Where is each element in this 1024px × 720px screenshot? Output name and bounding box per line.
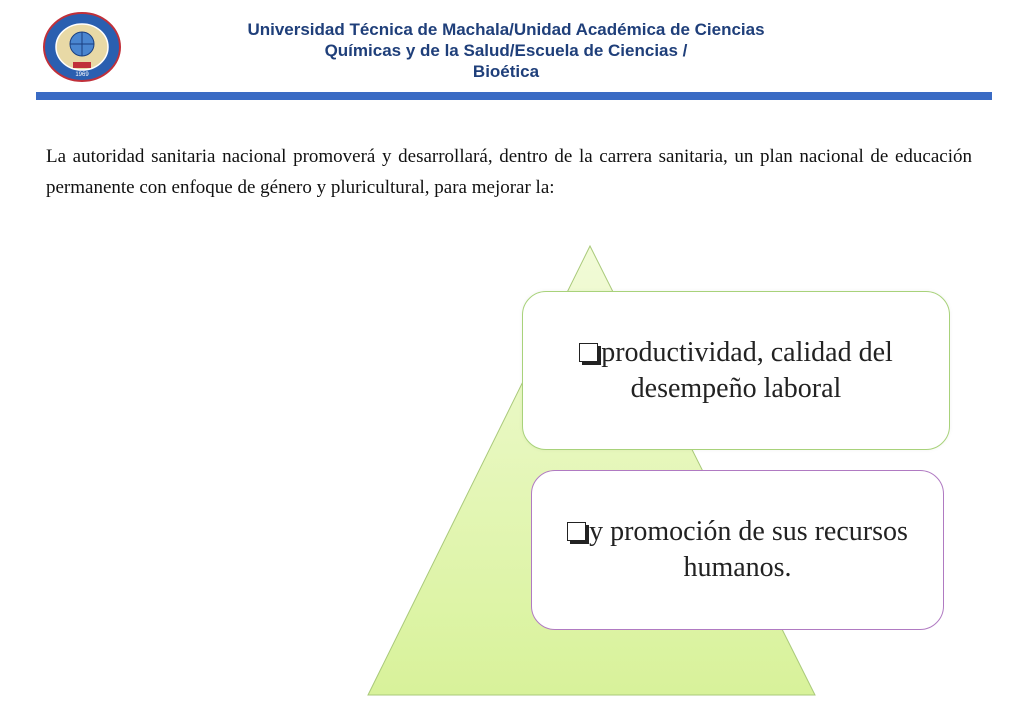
pyramid-item-text: productividad, calidad del desempeño laboral <box>601 336 893 404</box>
checkbox-bullet-icon <box>567 522 586 541</box>
pyramid-item-productivity <box>522 291 950 450</box>
pyramid-item-promotion <box>531 470 944 630</box>
header-line-2: Químicas y de la Salud/Escuela de Ciencias / <box>324 41 688 60</box>
header-line-3: Bioética <box>472 62 540 81</box>
intro-paragraph: La autoridad sanitaria nacional promoverá y desarrollará, dentro de la carrera sanitaria, un plan nacional de educación permanente con enfoque de género y pluricultural, para mejorar la: <box>46 146 972 198</box>
header-line-1: Universidad Técnica de Machala/Unidad Académica de Ciencias <box>247 20 765 39</box>
logo-year: 1969 <box>75 72 89 78</box>
pyramid-item-text: y promoción de sus recursos humanos. <box>589 516 908 583</box>
checkbox-bullet-icon <box>579 343 598 362</box>
